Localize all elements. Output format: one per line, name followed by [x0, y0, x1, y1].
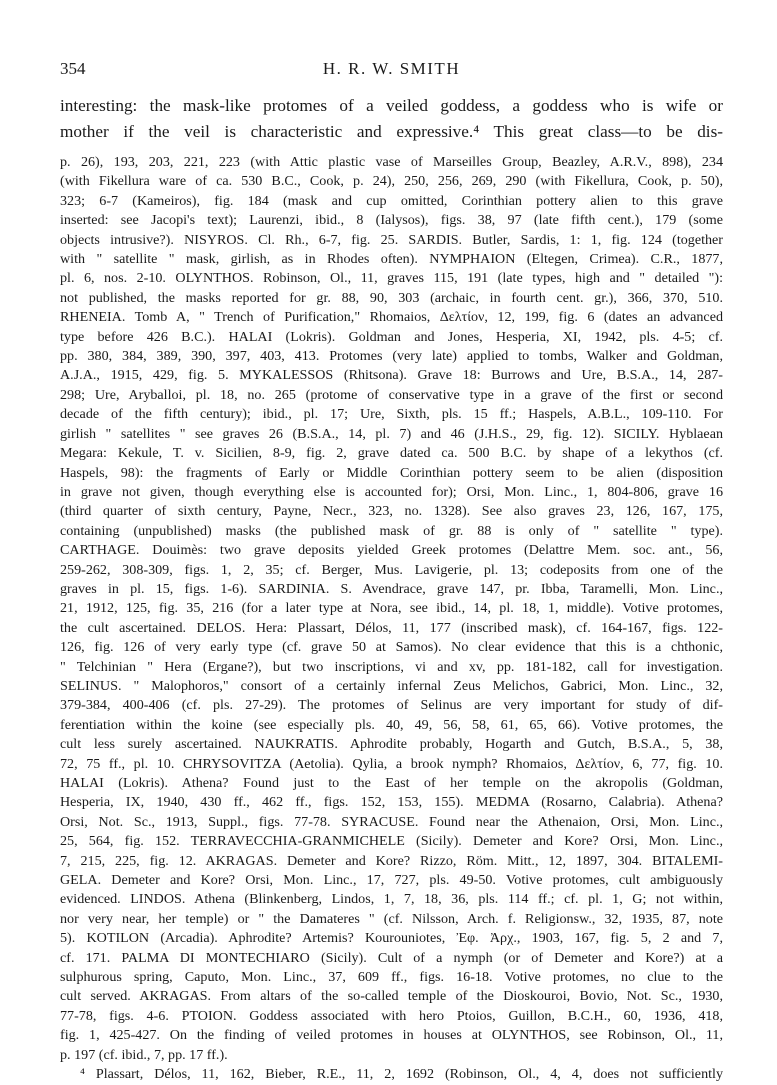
note-line: containing (unpublished) masks (the published mask of gr. 88 is only of " satellite " type). [60, 522, 723, 539]
note-line: RHENEIA. Tomb A, " Trench of Purification," Rhomaios, Δελτίον, 12, 199, fig. 6 (dates an advanced [60, 309, 723, 326]
running-title: H. R. W. SMITH [322, 59, 461, 78]
note-line: inserted: see Jacopi's text); Laurenzi, ibid., 8 (Ialysos), figs. 38, 97 (late fifth cent.), 179 (some [60, 212, 723, 229]
note-line: 323; 6-7 (Kameiros), fig. 184 (mask and cup omitted, Corinthian pottery alien to this grave [60, 192, 723, 209]
note-line: Hesperia, IX, 1940, 430 ff., 462 ff., figs. 152, 153, 155). MEDMA (Rosarno, Calabria). Athena? [60, 794, 723, 811]
note-line: 7, 215, 225, fig. 12. AKRAGAS. Demeter and Kore? Rizzo, Röm. Mitt., 12, 1897, 304. BITALEMI- [60, 852, 723, 869]
main-body-text [60, 93, 723, 145]
note-line: in grave not given, though everything else is accounted for); Orsi, Mon. Linc., 1, 804-806, grave 16 [60, 483, 723, 500]
note-line: evidenced. LINDOS. Athena (Blinkenberg, Lindos, 1, 7, 18, 36, pls. 114 ff.; cf. pl. 1, G; not within, [60, 891, 723, 908]
note-line: cult less surely ascertained. NAUKRATIS. Aphrodite probably, Hogarth and Gutch, B.S.A., 5, 38, [60, 736, 723, 753]
note-line: pp. 380, 384, 389, 390, 397, 403, 413. Protomes (very late) applied to tombs, Walker and Goldman, [60, 348, 723, 365]
note-line: cult served. AKRAGAS. From altars of the so-called temple of the Dioskouroi, Bovio, Not. Sc., 1930, [60, 988, 723, 1005]
note-line: not published, the masks reported for gr. 88, 90, 303 (archaic, in fourth cent. gr.), 366, 370, 510. [60, 289, 723, 306]
note-line: pl. 6, nos. 2-10. OLYNTHOS. Robinson, Ol., 11, graves 115, 191 (late types, high and " detailed "): [60, 270, 723, 287]
note-line: 5). KOTILON (Arcadia). Aphrodite? Artemis? Kourouniotes, Ἐφ. Ἀρχ., 1903, 167, fig. 5, 2 and 7, [60, 930, 723, 947]
note-line: 259-262, 308-309, figs. 1, 2, 35; cf. Berger, Mus. Lavigerie, pl. 13; codeposits from one of the [60, 561, 723, 578]
note-line: 72, 75 ff., pl. 10. CHRYSOVITZA (Aetolia). Qylia, a brook nymph? Rhomaios, Δελτίον, 6, 77, fig. 10. [60, 755, 723, 772]
note-line: Megara: Kekule, T. v. Sicilien, 8-9, fig. 2, grave dated ca. 500 B.C. by shape of a lekythos (cf. [60, 445, 723, 462]
note-line: CARTHAGE. Douimès: two grave deposits yielded Greek protomes (Delattre Mem. soc. ant., 56, [60, 542, 723, 559]
note-line: p. 197 (cf. ibid., 7, pp. 17 ff.). [60, 1046, 228, 1063]
page-number: 354 [60, 59, 86, 78]
note-line: 21, 1912, 125, fig. 35, 216 (for a later type at Nora, see ibid., 14, pl. 18, 1, middle). Votive protomes, [60, 600, 723, 617]
note-line: nor very near, her temple) or " the Damateres " (cf. Nilsson, Arch. f. Religionsw., 32, 1935, 87, note [60, 910, 723, 927]
note-line: 298; Ure, Aryballoi, pl. 18, no. 265 (protome of conservative type in a grave of the first or second [60, 386, 723, 403]
book-page [60, 0, 723, 1083]
note-line: cf. 171. PALMA DI MONTECHIARO (Sicily). Cult of a nymph (or of Demeter and Kore?) at a [60, 949, 723, 966]
note-line: objects intrusive?). NISYROS. Cl. Rh., 6-7, fig. 25. SARDIS. Butler, Sardis, 1: 1, fig. 124 (together [60, 231, 723, 248]
body-line: mother if the veil is characteristic and expressive.⁴ This great class—to be dis- [60, 122, 723, 141]
note-line: ferentiation within the koine (see especially pls. 40, 49, 56, 58, 61, 65, 66). Votive protomes, the [60, 716, 723, 733]
note-line: fig. 1, 425-427. On the finding of veiled protomes in houses at OLYNTHOS, see Robinson, Ol., 11, [60, 1027, 723, 1044]
note-line: p. 26), 193, 203, 221, 223 (with Attic plastic vase of Marseilles Group, Beazley, A.R.V., 898), 234 [60, 154, 723, 170]
note-line: sulphurous spring, Caputo, Mon. Linc., 37, 609 ff., figs. 16-18. Votive protomes, no clue to the [60, 969, 723, 986]
note-line: " Telchinian " Hera (Ergane?), but two inscriptions, vi and xv, pp. 181-182, call for investigation. [60, 658, 723, 675]
footnote-4: ⁴ Plassart, Délos, 11, 162, Bieber, R.E., 11, 2, 1692 (Robinson, Ol., 4, 4, does not sufficiently [80, 1066, 723, 1083]
note-line: 126, fig. 126 of very early type (cf. grave 50 at Samos). No clear evidence that this is a chthonic, [60, 639, 723, 656]
note-line: GELA. Demeter and Kore? Orsi, Mon. Linc., 17, 727, pls. 49-50. Votive protomes, cult ambiguously [60, 872, 723, 889]
note-line: 25, 564, fig. 152. TERRAVECCHIA-GRANMICHELE (Sicily). Demeter and Kore? Orsi, Mon. Linc., [60, 833, 723, 850]
note-line: (third quarter of sixth century, Payne, Necr., 323, no. 1328). See also graves 23, 126, 167, 175, [60, 503, 723, 520]
body-line: interesting: the mask-like protomes of a veiled goddess, a goddess who is wife or [60, 96, 723, 115]
note-line: 379-384, 400-406 (cf. pls. 27-29). The protomes of Selinus are very important for study of dif- [60, 697, 723, 714]
note-line: HALAI (Lokris). Athena? Found just to the East of her temple on the akropolis (Goldman, [60, 775, 723, 791]
note-line: girlish " satellites " see graves 26 (B.S.A., 14, pl. 7) and 46 (J.H.S., 29, fig. 12). SICILY. Hyblaean [60, 425, 723, 442]
note-line: decade of the fifth century); ibid., pl. 17; Ure, Sixth, pls. 15 ff.; Haspels, A.B.L., 109-110. For [60, 406, 723, 423]
note-line: with " satellite " mask, girlish, as in Rhodes often). NYMPHAION (Eltegen, Crimea). C.R., 1877, [60, 251, 723, 268]
note-line: Haspels, 98): the fragments of Early or Middle Corinthian pottery seem to be alien (disposition [60, 464, 723, 481]
note-line: type before 426 B.C.). HALAI (Lokris). Goldman and Jones, Hesperia, XI, 1942, pls. 4-5; cf. [60, 328, 723, 345]
note-line: the cult ascertained. DELOS. Hera: Plassart, Délos, 11, 177 (inscribed mask), cf. 164-167, figs. 122- [60, 619, 723, 636]
note-continuation-block [60, 153, 723, 1085]
note-line: graves in pl. 15, figs. 1-6). SARDINIA. S. Avendrace, grave 147, pr. Ibba, Taramelli, Mon. Linc., [60, 580, 723, 597]
note-line: (with Fikellura ware of ca. 530 B.C., Cook, p. 24), 250, 256, 269, 290 (with Fikellura, Cook, p. 50), [60, 173, 723, 190]
running-head [60, 59, 723, 83]
note-line: SELINUS. " Malophoros," consort of a certainly infernal Zeus Melichos, Gabrici, Mon. Linc., 32, [60, 677, 723, 694]
note-line: 77-78, figs. 4-6. PTOION. Goddess associated with hero Ptoios, Guillon, B.C.H., 60, 1936, 418, [60, 1007, 723, 1024]
note-line: Orsi, Not. Sc., 1913, Suppl., figs. 77-78. SYRACUSE. Found near the Athenaion, Orsi, Mon. Linc., [60, 813, 723, 830]
note-line: A.J.A., 1915, 429, fig. 5. MYKALESSOS (Rhitsona). Grave 18: Burrows and Ure, B.S.A., 14, 287- [60, 367, 723, 384]
